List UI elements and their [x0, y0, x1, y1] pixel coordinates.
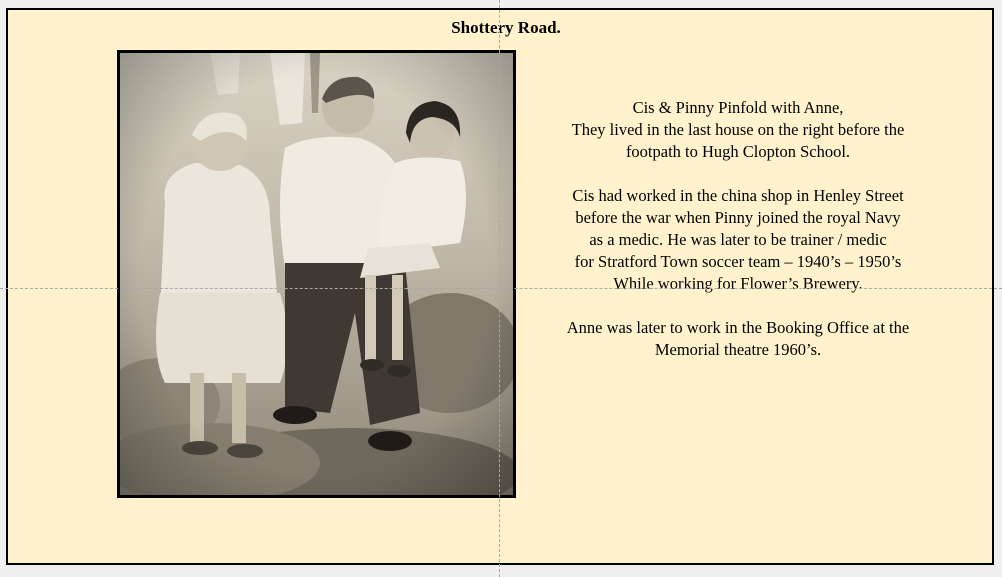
slide-title[interactable]: Shottery Road. — [451, 18, 561, 37]
caption-line: Cis had worked in the china shop in Henley Street — [572, 186, 904, 205]
caption-line: Cis & Pinny Pinfold with Anne, — [632, 98, 844, 117]
caption-line: While working for Flower’s Brewery. — [613, 274, 863, 293]
slide-canvas[interactable] — [6, 8, 994, 565]
caption-line: They lived in the last house on the right before the — [571, 120, 905, 139]
caption-line: Anne was later to work in the Booking Office at the — [566, 318, 910, 337]
caption-line: Memorial theatre 1960’s. — [654, 340, 822, 359]
caption-text[interactable] — [536, 97, 940, 361]
caption-line: footpath to Hugh Clopton School. — [625, 142, 851, 161]
horizontal-center-guide — [0, 288, 1002, 289]
caption-spacer — [536, 295, 940, 317]
family-photo[interactable] — [117, 50, 516, 498]
caption-line: before the war when Pinny joined the royal Navy — [575, 208, 901, 227]
family-photo-image — [120, 53, 513, 495]
caption-line: for Stratford Town soccer team – 1940’s – 1950’s — [574, 252, 902, 271]
caption-spacer — [536, 163, 940, 185]
caption-line: as a medic. He was later to be trainer / medic — [589, 230, 887, 249]
